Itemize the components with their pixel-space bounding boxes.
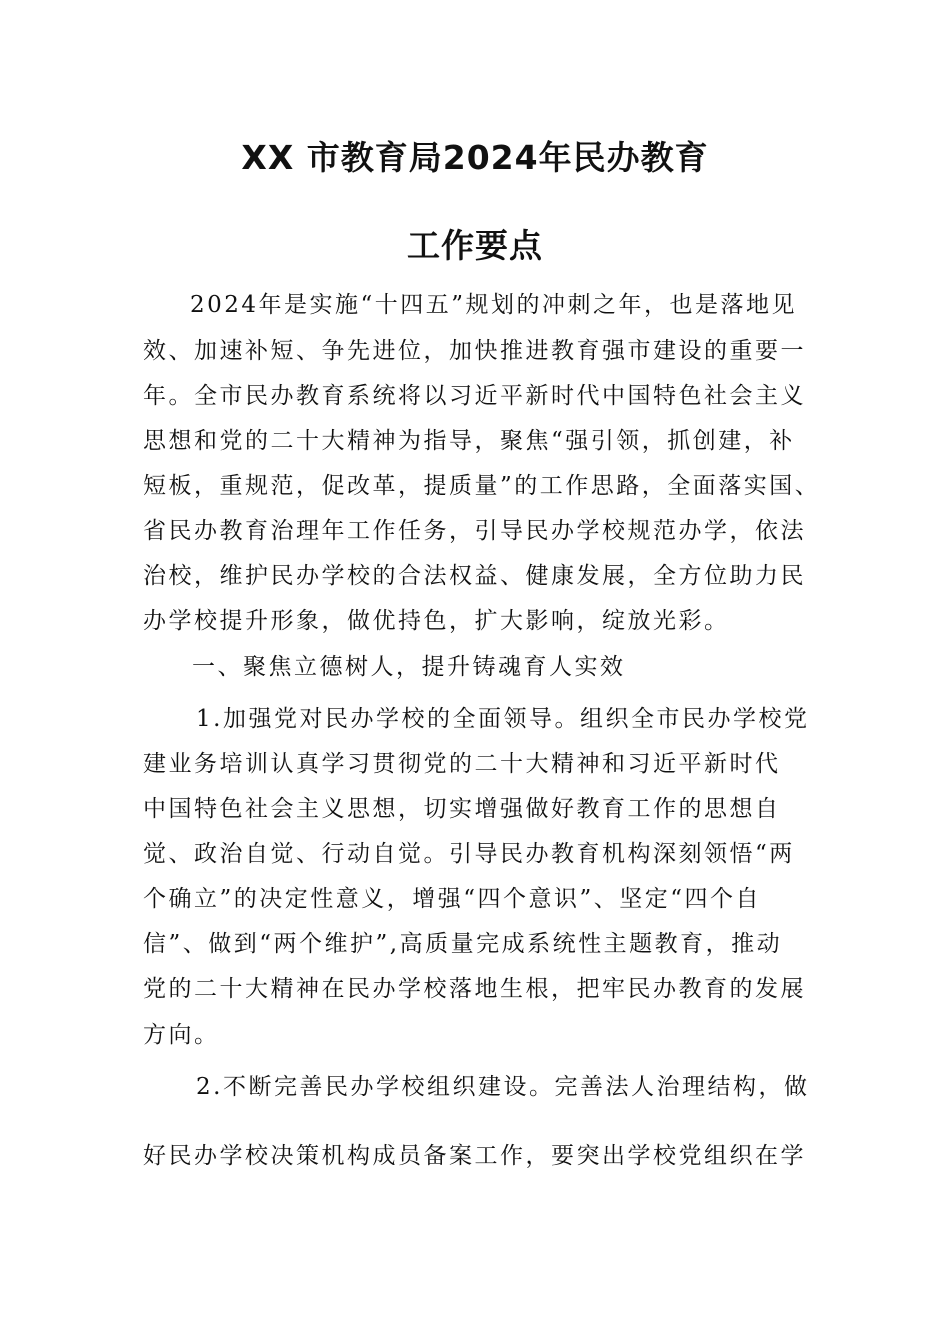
- paragraph-line-5: 短板，重规范，促改革，提质量”的工作思路，全面落实国、: [143, 473, 821, 499]
- paragraph-line-4: 思想和党的二十大精神为指导，聚焦“强引领，抓创建，补: [143, 428, 795, 454]
- paragraph-line-1: 2024年是实施“十四五”规划的冲刺之年，也是落地见: [190, 292, 798, 318]
- paragraph-line-3: 年。全市民办教育系统将以习近平新时代中国特色社会主义: [143, 383, 806, 409]
- paragraph-line-10: 建业务培训认真学习贯彻党的二十大精神和习近平新时代: [143, 751, 781, 777]
- paragraph-line-11: 中国特色社会主义思想，切实增强做好教育工作的思想自: [143, 796, 781, 822]
- paragraph-line-17: 2.不断完善民办学校组织建设。完善法人治理结构，做: [196, 1074, 810, 1100]
- paragraph-line-2: 效、加速补短、争先进位，加快推进教育强市建设的重要一: [143, 338, 806, 364]
- paragraph-line-8: 办学校提升形象，做优持色，扩大影响，绽放光彩。: [143, 608, 730, 634]
- section-heading-1: 一、聚焦立德树人，提升铸魂育人实效: [192, 654, 626, 680]
- paragraph-line-16: 方向。: [143, 1022, 220, 1048]
- paragraph-line-12: 觉、政治自觉、行动自觉。引导民办教育机构深刻领悟“两: [143, 841, 795, 867]
- document-title-line-2: 工作要点: [407, 226, 543, 265]
- paragraph-line-14: 信”、做到“两个维护”,高质量完成系统性主题教育，推动: [143, 931, 783, 957]
- paragraph-line-6: 省民办教育治理年工作任务，引导民办学校规范办学，依法: [143, 518, 806, 544]
- paragraph-line-9: 1.加强党对民办学校的全面领导。组织全市民办学校党: [196, 706, 810, 732]
- paragraph-line-13: 个确立”的决定性意义，增强“四个意识”、坚定“四个自: [143, 886, 762, 912]
- paragraph-line-18: 好民办学校决策机构成员备案工作，要突出学校党组织在学: [143, 1143, 806, 1169]
- paragraph-line-15: 党的二十大精神在民办学校落地生根，把牢民办教育的发展: [143, 976, 806, 1002]
- paragraph-line-7: 治校，维护民办学校的合法权益、健康发展，全方位助力民: [143, 563, 806, 589]
- document-title-line-1: XX 市教育局2024年民办教育: [241, 138, 709, 177]
